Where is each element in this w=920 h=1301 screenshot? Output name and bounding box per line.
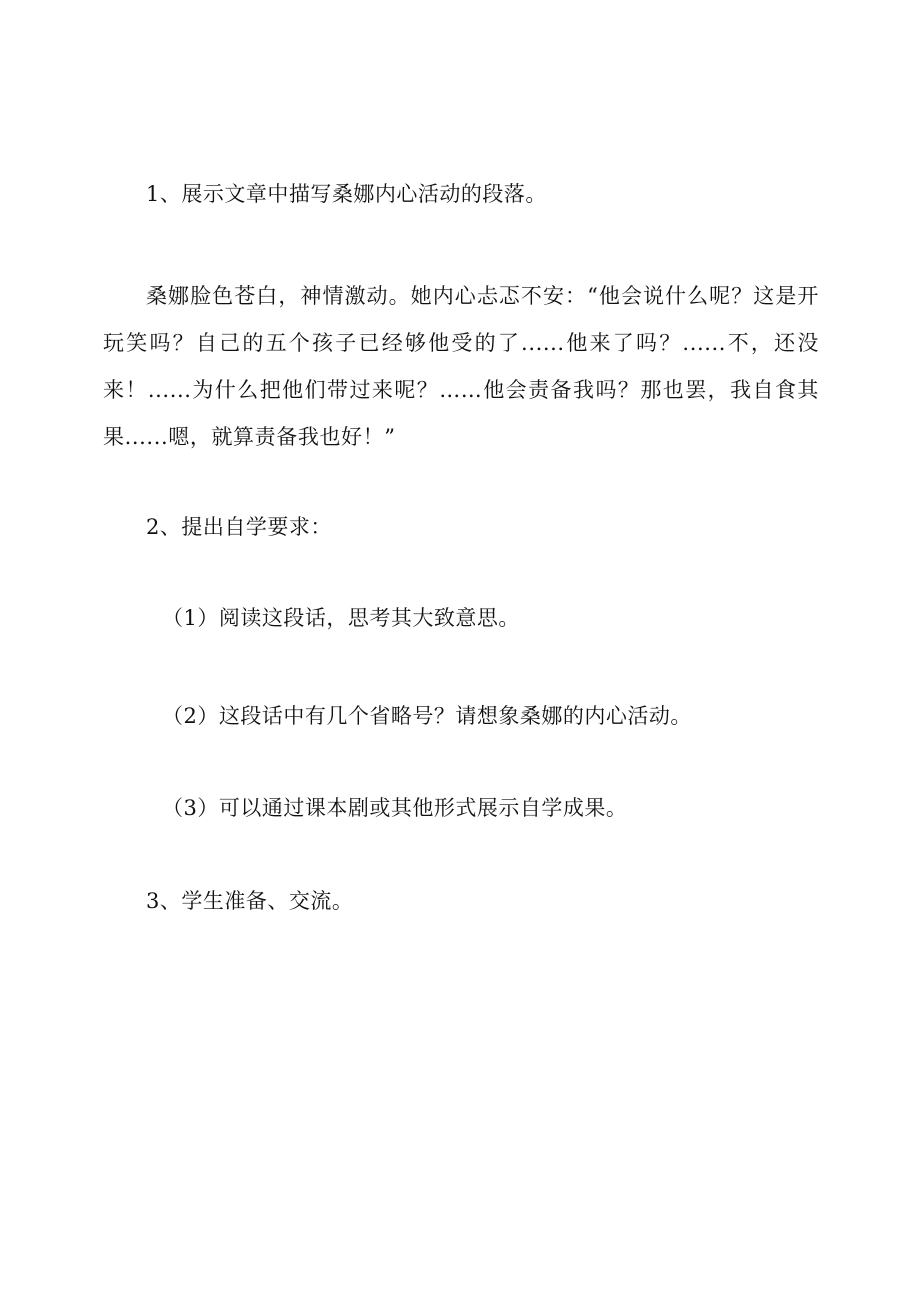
step-2-heading: 2、提出自学要求：	[146, 515, 332, 539]
requirement-1: （1）阅读这段话，思考其大致意思。	[162, 606, 520, 630]
step-1-heading: 1、展示文章中描写桑娜内心活动的段落。	[146, 182, 547, 206]
requirement-3: （3）可以通过课本剧或其他形式展示自学成果。	[162, 796, 628, 820]
step-3-heading: 3、学生准备、交流。	[146, 889, 354, 913]
quote-paragraph: 桑娜脸色苍白，神情激动。她内心忐忑不安：“他会说什么呢？这是开玩笑吗？自己的五个孩子已经够他受的了......他来了吗？......不，还没来！......为什么把他们带过来呢？……他会责备我吗？那也罢，我自食其果......嗯，就算责备我也好！”	[103, 284, 819, 449]
requirement-2: （2）这段话中有几个省略号？请想象桑娜的内心活动。	[162, 704, 692, 728]
